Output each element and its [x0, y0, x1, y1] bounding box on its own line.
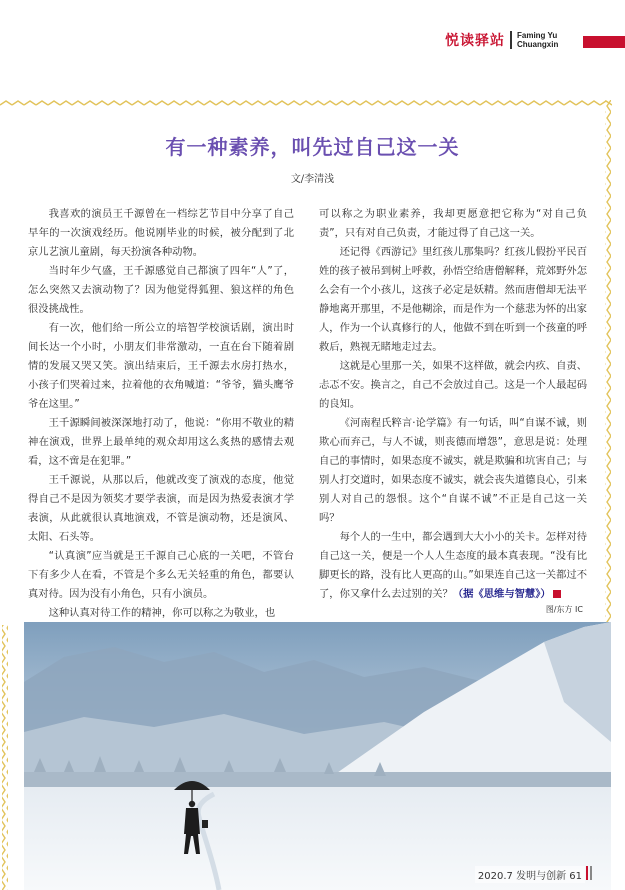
paragraph: 有一次，他们给一所公立的培智学校演话剧，演出时间长达一个小时，小朋友们非常激动，一直在台下随着剧情的发展又哭又笑。演出结束后，王千源去水房打热水，小孩子们哭着过来，拉着他的衣角喊道：“爷爷，猫头鹰爷爷在这里。”: [28, 322, 294, 410]
header-red-bar: [583, 36, 625, 48]
article-author: 文/李清浅: [290, 174, 335, 185]
section-name: 悦读驿站: [445, 33, 505, 49]
section-header: [445, 30, 558, 50]
paragraph: 这种认真对待工作的精神，你可以称之为敬业，也: [48, 607, 276, 619]
snow-landscape-photo: [24, 622, 611, 890]
paragraph: 《河南程氏粹言·论学篇》有一句话，叫“自谋不诚，则欺心而弃己，与人不诚，则丧德而增怨”，意思是说：处理自己的事情时，如果态度不诚实，就是欺骗和坑害自己；与别人打交道时，如果态度不诚实，就会丧失道德良心，引来别人对自己的怨恨。这个“自谋不诚”不正是自己这一关吗？: [319, 417, 587, 524]
section-pinyin-line2: Chuangxin: [517, 40, 559, 49]
photo-credit: 图/东方 IC: [545, 605, 583, 614]
section-pinyin: [517, 31, 558, 49]
paragraph: “认真演”应当就是王千源自己心底的一关吧，不管台下有多少人在看，不管是个多么无关轻重的角色，都要认真对待。因为没有小角色，只有小演员。: [28, 550, 294, 600]
article-column-left: [28, 205, 294, 623]
paragraph: 当时年少气盛，王千源感觉自己都演了四年“人”了，怎么突然又去演动物了？因为他觉得狐狸、狼这样的角色很没挑战性。: [28, 265, 294, 315]
header-divider: [510, 31, 512, 49]
page-footer: 2020.7 发明与创新 61: [475, 866, 585, 883]
paragraph-last-text: 每个人的一生中，都会遇到大大小小的关卡。怎样对待自己这一关，便是一个人人生态度的最本真表现。“没有比脚更长的路，没有比人更高的山。”如果连自己这一关都过不了，你又拿什么去过别的关？: [319, 531, 587, 600]
paragraph: 王千源说，从那以后，他就改变了演戏的态度，他觉得自己不是因为领奖才要学表演，而是因为热爱表演才学表演，从此就很认真地演戏，不管是演动物，还是演风、太阳、石头等。: [28, 474, 294, 543]
paragraph: 这就是心里那一关，如果不这样做，就会内疚、自责、忐忑不安。换言之，自己不会放过自己。这是一个人最起码的良知。: [319, 360, 587, 410]
source-citation: （据《思维与智慧》）: [452, 588, 551, 600]
frame-left-border: [2, 625, 8, 890]
paragraph-continuation: 可以称之为职业素养，我却更愿意把它称为“对自己负责”，只有对自己负责，才能过得了自己这一关。: [319, 208, 587, 239]
paragraph: 王千源瞬间被深深地打动了，他说：“你用不敬业的精神在演戏，世界上最单纯的观众却用这么炙热的感情去观看，这不啻是在犯罪。”: [28, 417, 294, 467]
frame-top-border: [0, 100, 612, 106]
end-mark: [553, 590, 561, 598]
section-pinyin-line1: Faming Yu: [517, 31, 558, 40]
paragraph: 我喜欢的演员王千源曾在一档综艺节目中分享了自己早年的一次演戏经历。他说刚毕业的时候，被分配到了北京儿艺演儿童剧，每天扮演各种动物。: [28, 208, 294, 258]
article-column-right: [319, 205, 587, 604]
footer-bars-icon: [586, 866, 594, 880]
article-title: 有一种素养，叫先过自己这一关: [165, 135, 460, 159]
paragraph: 还记得《西游记》里红孩儿那集吗？红孩儿假扮平民百姓的孩子被吊到树上呼救，孙悟空给唐僧解释，荒郊野外怎么会有一个小孩儿，这孩子必定是妖精。然而唐僧却无法平静地离开那里，不是他糊涂，而是作为一个慈悲为怀的出家人，作为一个认真修行的人，他做不到在听到一个孩童的呼救后，熟视无睹地走过去。: [319, 246, 587, 353]
paragraph-last: [319, 528, 587, 604]
